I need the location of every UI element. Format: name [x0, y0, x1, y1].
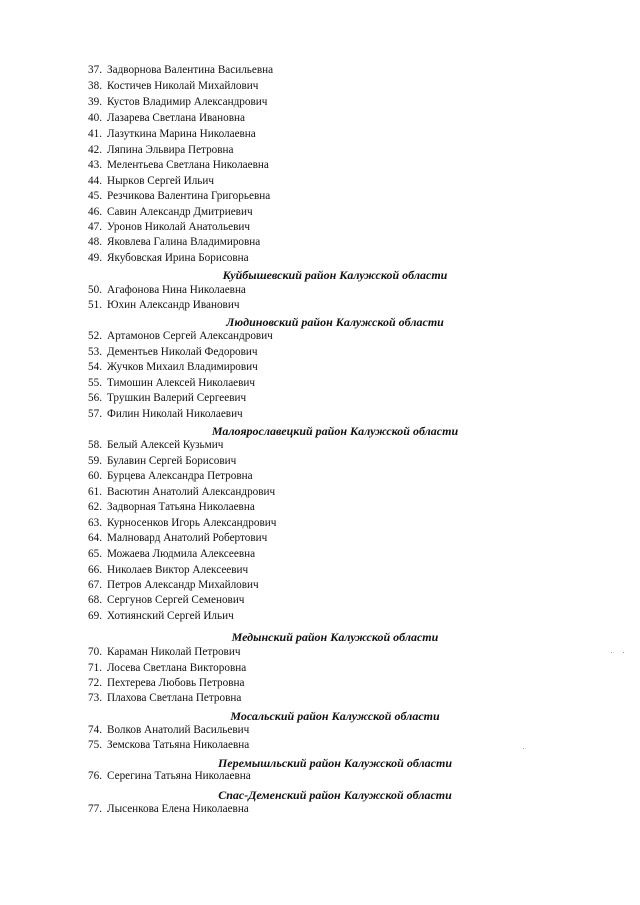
- item-number: 55.: [88, 377, 102, 389]
- item-number: 40.: [88, 112, 102, 124]
- person-name: Кустов Владимир Александрович: [107, 96, 268, 108]
- list-item: [0, 644, 640, 660]
- district-heading-text: Людиновский район Калужской области: [226, 315, 444, 329]
- list-item: [0, 546, 640, 562]
- person-name: Ныркoв Сергей Ильич: [107, 175, 215, 187]
- list-item: [0, 188, 640, 204]
- person-name: Дементьев Николай Федорович: [107, 346, 258, 358]
- person-name: Можаева Людмила Алексеевна: [107, 548, 256, 560]
- list-item: [0, 390, 640, 406]
- item-number: 43.: [88, 159, 102, 171]
- person-name: Агафонова Нина Николаевна: [107, 284, 246, 296]
- item-number: 70.: [88, 646, 102, 658]
- list-item: [0, 234, 640, 250]
- item-number: 45.: [88, 190, 102, 202]
- item-number: 65.: [88, 548, 102, 560]
- item-number: 68.: [88, 594, 102, 606]
- person-name: Пехтерева Любовь Петровна: [107, 677, 245, 689]
- person-name: Артамонов Сергей Александрович: [107, 330, 273, 342]
- person-name: Хотиянский Сергей Ильич: [107, 610, 234, 622]
- person-name: Бурцева Александра Петровна: [107, 470, 253, 482]
- list-item: [0, 344, 640, 360]
- person-name: Мелентьева Светлана Николаевна: [107, 159, 269, 171]
- list-item: [0, 499, 640, 515]
- scan-speck: [523, 748, 524, 749]
- person-name: Задворная Татьяна Николаевна: [107, 501, 255, 513]
- person-name: Петров Александр Михайлович: [107, 579, 259, 591]
- list-item: [0, 592, 640, 608]
- person-name: Лосева Светлана Викторовна: [107, 662, 247, 674]
- person-name: Савин Александр Дмитриевич: [107, 206, 253, 218]
- item-number: 76.: [88, 770, 102, 782]
- item-number: 69.: [88, 610, 102, 622]
- list-item: [0, 406, 640, 422]
- person-name: Жучков Михаил Владимирович: [107, 361, 258, 373]
- list-item: [0, 94, 640, 110]
- person-name: Трушкин Валерий Сергеевич: [107, 392, 247, 404]
- person-name: Николаев Виктор Алексеевич: [107, 564, 249, 576]
- list-item: [0, 78, 640, 94]
- list-item: [0, 737, 640, 753]
- item-number: 44.: [88, 175, 102, 187]
- person-name: Лазуткина Марина Николаевна: [107, 128, 256, 140]
- item-number: 56.: [88, 392, 102, 404]
- district-heading-text: Малоярославецкий район Калужской области: [211, 424, 459, 438]
- person-name: Резчикова Валентина Григорьевна: [107, 190, 271, 202]
- list-item: [0, 126, 640, 142]
- person-name: Лазарева Светлана Ивановна: [107, 112, 245, 124]
- person-name: Ляпина Эльвира Петровна: [107, 144, 234, 156]
- list-item: [0, 530, 640, 546]
- list-item: [0, 722, 640, 738]
- list-item: [0, 468, 640, 484]
- item-number: 62.: [88, 501, 102, 513]
- item-number: 77.: [88, 803, 102, 815]
- item-number: 73.: [88, 692, 102, 704]
- district-heading-text: Медынский район Калужской области: [231, 630, 439, 644]
- list-item: [0, 110, 640, 126]
- person-name: Курносенков Игорь Александрович: [107, 517, 277, 529]
- list-item: [0, 453, 640, 469]
- person-name: Филин Николай Николаевич: [107, 408, 243, 420]
- list-item: [0, 375, 640, 391]
- item-number: 52.: [88, 330, 102, 342]
- item-number: 64.: [88, 532, 102, 544]
- list-item: [0, 515, 640, 531]
- item-number: 60.: [88, 470, 102, 482]
- item-number: 61.: [88, 486, 102, 498]
- list-item: [0, 62, 640, 78]
- item-number: 75.: [88, 739, 102, 751]
- list-item: [0, 142, 640, 158]
- list-item: [0, 608, 640, 624]
- district-heading-text: Перемышльский район Калужской области: [217, 756, 453, 770]
- item-number: 72.: [88, 677, 102, 689]
- list-item: [0, 801, 640, 817]
- item-number: 66.: [88, 564, 102, 576]
- list-item: [0, 204, 640, 220]
- person-name: Яковлева Галина Владимировна: [107, 236, 261, 248]
- person-name: Юхин Александр Иванович: [107, 299, 240, 311]
- person-name: Белый Алексей Кузьмич: [107, 439, 224, 451]
- item-number: 49.: [88, 252, 102, 264]
- person-name: Сергунов Сергей Семенович: [107, 594, 245, 606]
- person-name: Плахова Светлана Петровна: [107, 692, 242, 704]
- list-item: [0, 157, 640, 173]
- person-name: Земскова Татьяна Николаевна: [107, 739, 250, 751]
- person-name: Васютин Анатолий Александрович: [107, 486, 276, 498]
- item-number: 39.: [88, 96, 102, 108]
- scan-speck: [623, 652, 624, 653]
- person-name: Малновард Анатолий Робертович: [107, 532, 268, 544]
- item-number: 37.: [88, 64, 102, 76]
- item-number: 54.: [88, 361, 102, 373]
- item-number: 57.: [88, 408, 102, 420]
- district-heading-text: Спас-Деменский район Калужской области: [218, 788, 452, 802]
- item-number: 71.: [88, 662, 102, 674]
- list-item: [0, 660, 640, 676]
- district-heading-text: Мосальский район Калужской области: [230, 709, 440, 723]
- list-item: [0, 675, 640, 691]
- person-name: Уронов Николай Анатольевич: [107, 221, 250, 233]
- item-number: 59.: [88, 455, 102, 467]
- list-item: [0, 484, 640, 500]
- scan-speck: [611, 652, 612, 653]
- person-name: Караман Николай Петрович: [107, 646, 241, 658]
- item-number: 47.: [88, 221, 102, 233]
- person-name: Якубовская Ирина Борисовна: [107, 252, 249, 264]
- list-item: [0, 282, 640, 298]
- list-item: [0, 562, 640, 578]
- item-number: 46.: [88, 206, 102, 218]
- item-number: 74.: [88, 724, 102, 736]
- item-number: 53.: [88, 346, 102, 358]
- item-number: 41.: [88, 128, 102, 140]
- list-item: [0, 768, 640, 784]
- list-item: [0, 297, 640, 313]
- district-heading-text: Куйбышевский район Калужской области: [222, 268, 448, 282]
- person-name: Серегина Татьяна Николаевна: [107, 770, 251, 782]
- list-item: [0, 437, 640, 453]
- person-name: Булавин Сергей Борисович: [107, 455, 237, 467]
- list-item: [0, 250, 640, 266]
- list-item: [0, 219, 640, 235]
- item-number: 51.: [88, 299, 102, 311]
- list-item: [0, 173, 640, 189]
- item-number: 58.: [88, 439, 102, 451]
- person-name: Лысенкова Елена Николаевна: [107, 803, 249, 815]
- list-item: [0, 690, 640, 706]
- list-item: [0, 359, 640, 375]
- item-number: 67.: [88, 579, 102, 591]
- list-item: [0, 328, 640, 344]
- person-name: Тимошин Алексей Николаевич: [107, 377, 256, 389]
- item-number: 42.: [88, 144, 102, 156]
- item-number: 48.: [88, 236, 102, 248]
- item-number: 50.: [88, 284, 102, 296]
- item-number: 38.: [88, 80, 102, 92]
- person-name: Волков Анатолий Васильевич: [107, 724, 250, 736]
- list-item: [0, 577, 640, 593]
- item-number: 63.: [88, 517, 102, 529]
- person-name: Задворнова Валентина Васильевна: [107, 64, 274, 76]
- person-name: Костичев Николай Михайлович: [107, 80, 259, 92]
